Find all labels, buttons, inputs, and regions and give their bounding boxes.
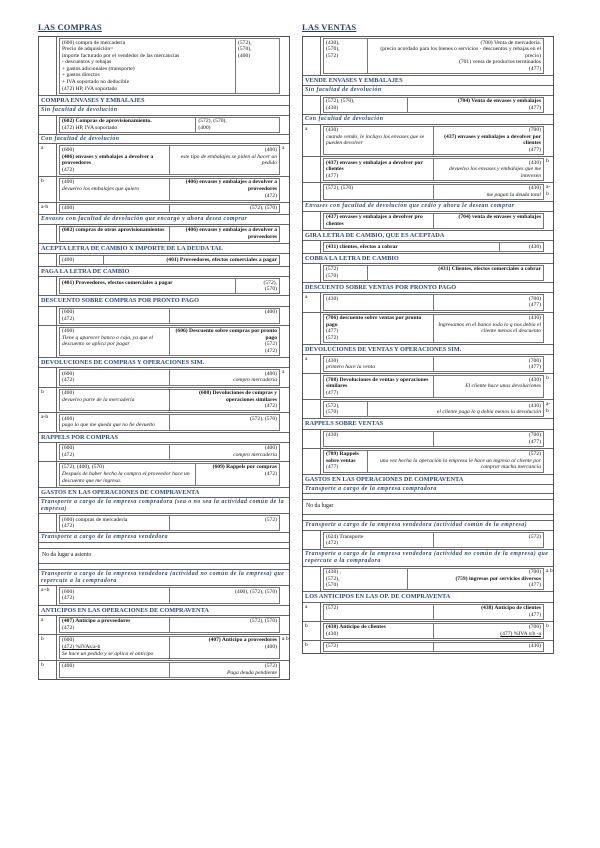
journal-entry: (572), (570) (430) me pagan la deuda total a-b — [303, 182, 553, 201]
section-heading: GASTOS EN LAS OPERACIONES DE COMPRAVENTA — [303, 474, 553, 484]
subsection-heading: Transporte a cargo de la empresa vendedora (actividad común de la empresa) — [303, 520, 553, 530]
journal-entry: (430) , (572), (570) (700) (759) ingresos por servicios diversos (477) a b — [303, 566, 553, 592]
journal-entry — [303, 530, 553, 549]
journal-table: (600) compra de mercadería Precio de adquisición= importe facturado por el vendedor de las mercancías - descuentos y rebajas + gastos adicionales (transporte) + gastos directos + IVA soportado no deducible (472) HP, IVA soportado (572), (570), (400) — [59, 38, 280, 94]
journal-table: (430) (700) (477) — [323, 294, 544, 310]
journal-table: (407) Anticipo a proveedores (472) (572), (570) — [59, 617, 280, 633]
subsection-heading: Con facultad de devolución — [39, 134, 289, 144]
journal-entry — [39, 513, 289, 532]
subsection-heading: Sin facultad de devolución — [303, 85, 553, 95]
journal-table: (400) (572) Paga deuda pendiente — [59, 662, 280, 678]
journal-table: (400) devuelvo parte de la mercadería (608) Devoluciones de compras y operaciones similares (472) — [59, 389, 280, 412]
section-heading: RAPPELS SOBRE VENTAS — [303, 418, 553, 428]
journal-entry: b (438) Anticipo de clientes (430) (700) (477) %IVA s/b -a b — [303, 621, 553, 640]
journal-table: (572), (400), (570) Después de haber hecho la compra el proveedor hace un descuento que me ingresa. (609) Rappels por compras (472) — [59, 463, 280, 486]
journal-table: (430) (700) (477) — [323, 431, 544, 447]
journal-entry: a-b (400) (572), (570) — [39, 202, 289, 215]
journal-table: (400) devuelvo los embalajes que quiero (406) envases y embalajes a devolver a proveedores (472) — [59, 178, 280, 201]
section-heading: LOS ANTICIPOS EN LAS OP. DE COMPRAVENTA — [303, 591, 553, 601]
journal-entry: (600) (472) (400) compro mercadería a — [39, 367, 289, 386]
journal-table: (708) Devoluciones de ventas y operaciones similares (477) (430) El cliente hace unas devoluciones — [323, 375, 544, 398]
section-heading: DEVOLUCIONES DE COMPRAS Y OPERACIONES SIM. — [39, 357, 289, 367]
journal-entry: a+b (600) (472) (400), (572), (570) — [39, 585, 289, 604]
subsection-heading: Envases con facultad de devolución que encargó y ahora desea comprar — [39, 214, 289, 224]
journal-entry — [303, 211, 553, 230]
section-heading: VENDE ENVASES Y EMBALAJES — [303, 75, 553, 85]
journal-table: (600) (472) %IVAs/a-b Se hace un pedido y se aplica el anticipo (407) Anticipo a proveedores (400) — [59, 636, 280, 659]
ventas-column — [302, 22, 554, 680]
compras-column — [38, 22, 290, 680]
section-heading: DEVOLUCIONES DE VENTAS Y OPERACIONES SIM. — [303, 344, 553, 354]
journal-table: (706) descuento sobre ventas por pronto pago (477) (572) (430) Ingresamos en el banco todo lo q nos debía el cliente menos el descuento — [323, 314, 544, 343]
journal-entry — [303, 240, 553, 253]
journal-table: (600) (472) (400) compro mercadería — [59, 369, 280, 385]
journal-entry: a (430) cuando vendo, le incluyo los envases que se pueden devolver (700) (437) envases y embalajes a devolver por clientes (477) — [303, 124, 553, 156]
journal-table: (572), (570), (430) (704) Venta de envases y embalajes (477) — [323, 97, 544, 113]
journal-table: (430) primero hace la venta (700) (477) — [323, 356, 544, 372]
journal-entry: a (407) Anticipo a proveedores (472) (572), (570) — [39, 615, 289, 634]
columns — [38, 22, 600, 680]
journal-table: (437) envases y embalajes a devolver pro clientes (704) venta de envases y embalajes — [323, 213, 544, 229]
section-heading: GIRA LETRA DE CAMBIO, QUE ES ACEPTADA — [303, 230, 553, 240]
journal-entry — [303, 37, 553, 75]
journal-table: (600) (472) (400) compro mercadería — [59, 444, 280, 460]
journal-entry: (437) envases y embalajes a devolver por clientes (477) (430) devuelvo los envases y embalajes que me interesen b — [303, 156, 553, 182]
journal-entry — [303, 312, 553, 344]
ventas-title: LAS VENTAS — [302, 22, 357, 32]
journal-table: (400) (401) Proveedores, efectos comerciales a pagar — [59, 255, 280, 265]
journal-entry — [39, 461, 289, 487]
journal-entry — [303, 95, 553, 114]
journal-entry — [39, 442, 289, 461]
journal-entry — [39, 37, 289, 95]
journal-table: (600) (406) envases y embalajes a devolver a proveedores (472) (400) este tipo de embalajes se piden al hacer un pedido — [59, 145, 280, 174]
subsection-heading: Con facultad de devolución — [303, 114, 553, 124]
journal-table: (438) Anticipo de clientes (430) (700) (477) %IVA s/b -a — [323, 623, 544, 639]
section-heading: COBRA LA LETRA DE CAMBIO — [303, 253, 553, 263]
journal-entry: b (400) devuelvo parte de la mercadería (608) Devoluciones de compras y operaciones similares (472) — [39, 387, 289, 413]
journal-table: (400) (572), (570) — [59, 204, 280, 214]
note-text: No da lugar a asiento — [39, 548, 289, 563]
journal-entry — [39, 325, 289, 357]
journal-entry: b (400) (572) Paga deuda pendiente — [39, 660, 289, 679]
journal-entry — [39, 224, 289, 243]
journal-table: (430) cuando vendo, le incluyo los envases que se pueden devolver (700) (437) envases y embalajes a devolver por clientes (477) — [323, 126, 544, 155]
journal-entry: a (572) (438) Anticipo de clientes (477) — [303, 602, 553, 621]
subsection-heading: Transporte a cargo de la empresa vendedora — [39, 532, 289, 542]
journal-table: (624) Transporte (472) (572) — [323, 532, 544, 548]
subsection-heading: Transporte a cargo de la empresa vendedora (actividad no común de la empresa) que repercute a la compradora — [39, 569, 289, 585]
subsection-heading: Transporte a cargo de la empresa compradora (sea o no sea la actividad común de la empresa) — [39, 497, 289, 513]
journal-table: (602) compras de otros aprovisionamientos (406) envases y embalajes a devolver a proveedores — [59, 226, 280, 242]
journal-entry — [303, 429, 553, 448]
journal-entry — [303, 263, 553, 282]
subsection-heading: Envases con facultad de devolución que cedió y ahora le desean comprar — [303, 201, 553, 211]
section-heading: ANTICIPOS EN LAS OPERACIONES DE COMPRAVENTA — [39, 605, 289, 615]
section-heading: DESCUENTO SOBRE VENTAS POR PRONTO PAGO — [303, 282, 553, 292]
journal-table: (430), (570), (572) (700) Venta de mercadería. (precio acordado para los bienes o servicios - descuentos y rebajas en el precio) (701) venta de productos terminados (477) — [323, 38, 544, 74]
journal-entry — [39, 276, 289, 295]
journal-entry: (572), (570) (430) el cliente paga lo q debía menos la devolución a-b — [303, 399, 553, 418]
compras-title: LAS COMPRAS — [38, 22, 102, 32]
journal-table: (401) Proveedores, efectos comerciales a pagar (572), (570) — [59, 278, 280, 294]
journal-table: (431) clientes, efectos a cobrar (430) — [323, 242, 544, 252]
journal-entry — [39, 253, 289, 266]
journal-entry — [303, 448, 553, 474]
journal-entry — [39, 306, 289, 325]
journal-table: (572) (430) — [323, 642, 544, 652]
subsection-heading: Sin facultad de devolución — [39, 105, 289, 115]
journal-table: (600) (472) (400), (572), (570) — [59, 587, 280, 603]
note-text: No da lugar — [303, 499, 553, 514]
journal-entry: b (600) (472) %IVAs/a-b Se hace un pedido y se aplica el anticipo (407) Anticipo a proveedores (400) a b — [39, 634, 289, 660]
journal-table: (709) Rappels sobre ventas (477) (572) una vez hecha la operación la empresa le hace un ingreso al cliente por comprar mucha mercancía — [323, 450, 544, 473]
journal-table: (572) (570) (431) Clientes, efectos comerciales a cobrar — [323, 265, 544, 281]
ventas-sheet — [302, 36, 554, 654]
journal-table: (572), (570) (430) me pagan la deuda total — [323, 184, 544, 200]
journal-table: (437) envases y embalajes a devolver por clientes (477) (430) devuelvo los envases y embalajes que me interesen — [323, 158, 544, 181]
subsection-heading: Transporte a cargo de la empresa vendedora (actividad no común de la empresa) que repercute a la compradora — [303, 549, 553, 565]
journal-entry: (708) Devoluciones de ventas y operaciones similares (477) (430) El cliente hace unas devoluciones b — [303, 373, 553, 399]
journal-entry: a (430) (700) (477) — [303, 292, 553, 311]
section-heading: PAGA LA LETRA DE CAMBIO — [39, 266, 289, 276]
section-heading: DESCUENTO SOBRE COMPRAS POR PRONTO PAGO — [39, 295, 289, 305]
section-heading: RAPPELS POR COMPRAS — [39, 432, 289, 442]
journal-table: (400) pago lo que me queda que no he devuelto (572), (570) — [59, 414, 280, 430]
subsection-heading: Transporte a cargo de la empresa compradora — [303, 484, 553, 494]
journal-entry: a-b (400) pago lo que me queda que no he devuelto (572), (570) — [39, 412, 289, 431]
journal-entry: b (400) devuelvo los embalajes que quiero (406) envases y embalajes a devolver a proveedores (472) — [39, 176, 289, 202]
journal-entry: b (572) (430) — [303, 640, 553, 653]
journal-entry: a (430) primero hace la venta (700) (477) — [303, 354, 553, 373]
compras-sheet — [38, 36, 290, 680]
journal-table: (602) Compras de aprovisionamiento. (472) HP, IVA soportado (572), (570), (400) — [59, 117, 280, 133]
journal-table: (400) Tiene q aparecer banco o caja, ya que el descuento se aplica por pagar (606) Descuento sobre compras por pronto pago (572) (472) — [59, 327, 280, 356]
section-heading: COMPRA ENVASES Y EMBALAJES — [39, 95, 289, 105]
section-heading: GASTOS EN LAS OPERACIONES DE COMPRAVENTA — [39, 487, 289, 497]
journal-table: (600) compras de mercadería (472) (572) — [59, 515, 280, 531]
journal-entry: a (600) (406) envases y embalajes a devolver a proveedores (472) (400) este tipo de embalajes se piden al hacer un pedido a — [39, 143, 289, 175]
journal-table: (572), (570) (430) el cliente paga lo q debía menos la devolución — [323, 401, 544, 417]
journal-table: (572) (438) Anticipo de clientes (477) — [323, 604, 544, 620]
section-heading: ACEPTA LETRA DE CAMBIO X IMPORTE DE LA DEUDA TAL — [39, 243, 289, 253]
journal-table: (430) , (572), (570) (700) (759) ingresos por servicios diversos (477) — [323, 568, 544, 591]
journal-entry — [39, 115, 289, 134]
journal-table: (600) (472) (400) — [59, 308, 280, 324]
